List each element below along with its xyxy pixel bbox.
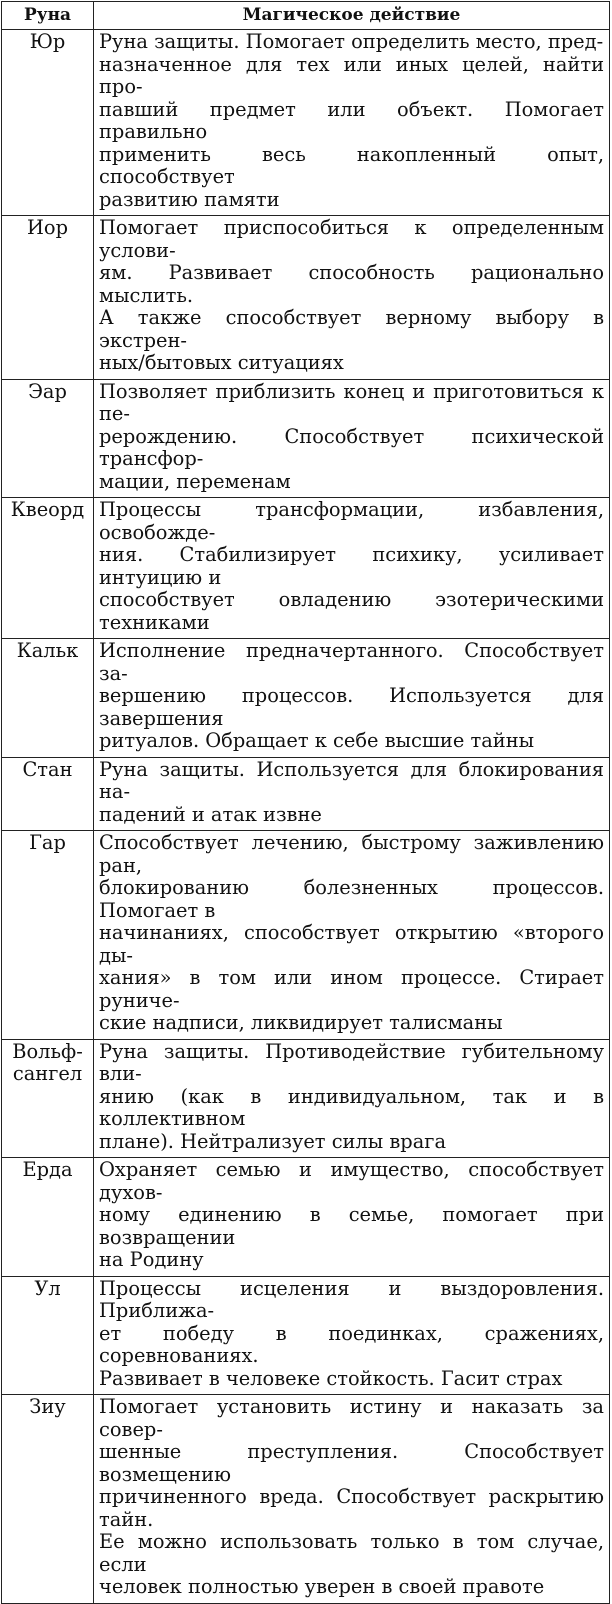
rune-name-cell (2, 379, 94, 498)
action-text-line: причиненного вреда. Способствует раскрытию тайн. (99, 1485, 604, 1531)
rune-name: Вольф- (12, 1039, 83, 1063)
magic-action-cell (94, 379, 610, 498)
action-text-line: мации, переменам (99, 469, 291, 493)
rune-name: Иор (27, 216, 68, 239)
magic-action-cell (94, 1395, 610, 1604)
magic-action-cell (94, 30, 610, 216)
table-row (2, 757, 610, 831)
action-text-line: А также способствует верному выбору в экстрен- (99, 306, 604, 352)
action-text-line: назначенное для тех или иных целей, найти про- (99, 52, 604, 98)
action-text-line: плане). Нейтрализует силы врага (99, 1129, 447, 1153)
action-text-line: падений и атак извне (99, 802, 322, 826)
action-text-line: Ее можно использовать только в том случае, если (99, 1530, 604, 1576)
rune-name: Кальк (16, 639, 79, 662)
action-text-line: Развивает в человеке стойкость. Гасит страх (99, 1366, 563, 1390)
rune-name: Зиу (29, 1395, 66, 1418)
rune-name: сангел (12, 1062, 83, 1085)
magic-action-cell (94, 216, 610, 380)
rune-name: Ул (34, 1276, 61, 1300)
table-row (2, 379, 610, 498)
action-text-line: блокированию болезненных процессов. Помогает в (99, 876, 604, 922)
table-row (2, 831, 610, 1040)
action-text-line: человек полностью уверен в своей правоте (99, 1575, 545, 1598)
action-text-line: ритуалов. Обращает к себе высшие тайны (99, 729, 535, 752)
action-text-line: Руна защиты. Используется для блокирования на- (99, 757, 604, 803)
table-row (2, 639, 610, 758)
rune-name-cell (2, 498, 94, 639)
rune-name-cell (2, 1276, 94, 1395)
rune-name: Эар (28, 379, 67, 403)
action-text-line: павший предмет или объект. Помогает правильно (99, 97, 604, 143)
action-text-line: янию (как в индивидуальном, так и в коллективном (99, 1084, 604, 1130)
table-row (2, 216, 610, 380)
table-row (2, 1158, 610, 1277)
action-text-line: Помогает установить истину и наказать за совер- (99, 1395, 604, 1441)
action-text-line: развитию памяти (99, 187, 280, 211)
magic-action-cell (94, 1158, 610, 1277)
action-text-line: шенные преступления. Способствует возмещению (99, 1440, 604, 1486)
action-text-line: начинаниях, способствует открытию «второго ды- (99, 921, 604, 967)
table-body (2, 30, 610, 1604)
rune-name: Юр (29, 30, 66, 53)
magic-action-cell (94, 639, 610, 758)
action-text-line: применить весь накопленный опыт, способствует (99, 142, 604, 188)
magic-action-cell (94, 757, 610, 831)
rune-name: Ерда (22, 1158, 73, 1181)
rune-name-cell (2, 216, 94, 380)
action-text-line: ных/бытовых ситуациях (99, 351, 344, 374)
magic-action-cell (94, 831, 610, 1040)
action-text-line: ет победу в поединках, сражениях, соревнованиях. (99, 1321, 604, 1367)
action-text-line: на Родину (99, 1248, 204, 1271)
rune-name: Гар (29, 831, 66, 854)
action-text-line: Помогает приспособиться к определенным услови- (99, 216, 604, 262)
table-row (2, 30, 610, 216)
rune-name-cell (2, 1039, 94, 1158)
magic-action-cell (94, 1039, 610, 1158)
action-text-line: Исполнение предначертанного. Способствует за- (99, 639, 604, 685)
action-text-line: Руна защиты. Противодействие губительному вли- (99, 1039, 604, 1085)
header-row (2, 2, 610, 30)
table-row (2, 1395, 610, 1604)
rune-table (1, 1, 610, 1604)
action-text-line: Процессы исцеления и выздоровления. Приближа- (99, 1276, 604, 1322)
action-text-line: ному единению в семье, помогает при возвращении (99, 1203, 604, 1249)
table-row (2, 1039, 610, 1158)
magic-action-cell (94, 1276, 610, 1395)
table-row (2, 1276, 610, 1395)
action-text-line: вершению процессов. Используется для завершения (99, 684, 604, 730)
table-header (2, 2, 610, 30)
action-text-line: ния. Стабилизирует психику, усиливает интуицию и (99, 543, 604, 589)
header-action: Магическое действие (94, 2, 610, 30)
rune-name: Стан (22, 757, 73, 781)
rune-name-cell (2, 831, 94, 1040)
magic-action-cell (94, 498, 610, 639)
action-text-line: Позволяет приблизить конец и приготовиться к пе- (99, 379, 604, 425)
action-text-line: Процессы трансформации, избавления, освобожде- (99, 498, 604, 544)
rune-name-cell (2, 1395, 94, 1604)
rune-name: Квеорд (10, 498, 85, 521)
table-row (2, 498, 610, 639)
rune-name-cell (2, 1158, 94, 1277)
rune-name-cell (2, 639, 94, 758)
action-text-line: Способствует лечению, быстрому заживлению ран, (99, 831, 604, 877)
rune-name-cell (2, 757, 94, 831)
action-text-line: Руна защиты. Помогает определить место, пред- (99, 30, 604, 53)
header-rune: Руна (2, 2, 94, 30)
rune-name-cell (2, 30, 94, 216)
action-text-line: Охраняет семью и имущество, способствует духов- (99, 1158, 604, 1204)
action-text-line: ям. Развивает способность рационально мыслить. (99, 261, 604, 307)
action-text-line: рерождению. Способствует психической трансфор- (99, 424, 604, 470)
action-text-line: способствует овладению эзотерическими техниками (99, 588, 604, 634)
action-text-line: ские надписи, ликвидирует талисманы (99, 1011, 503, 1034)
action-text-line: хания» в том или ином процессе. Стирает руниче- (99, 966, 604, 1012)
